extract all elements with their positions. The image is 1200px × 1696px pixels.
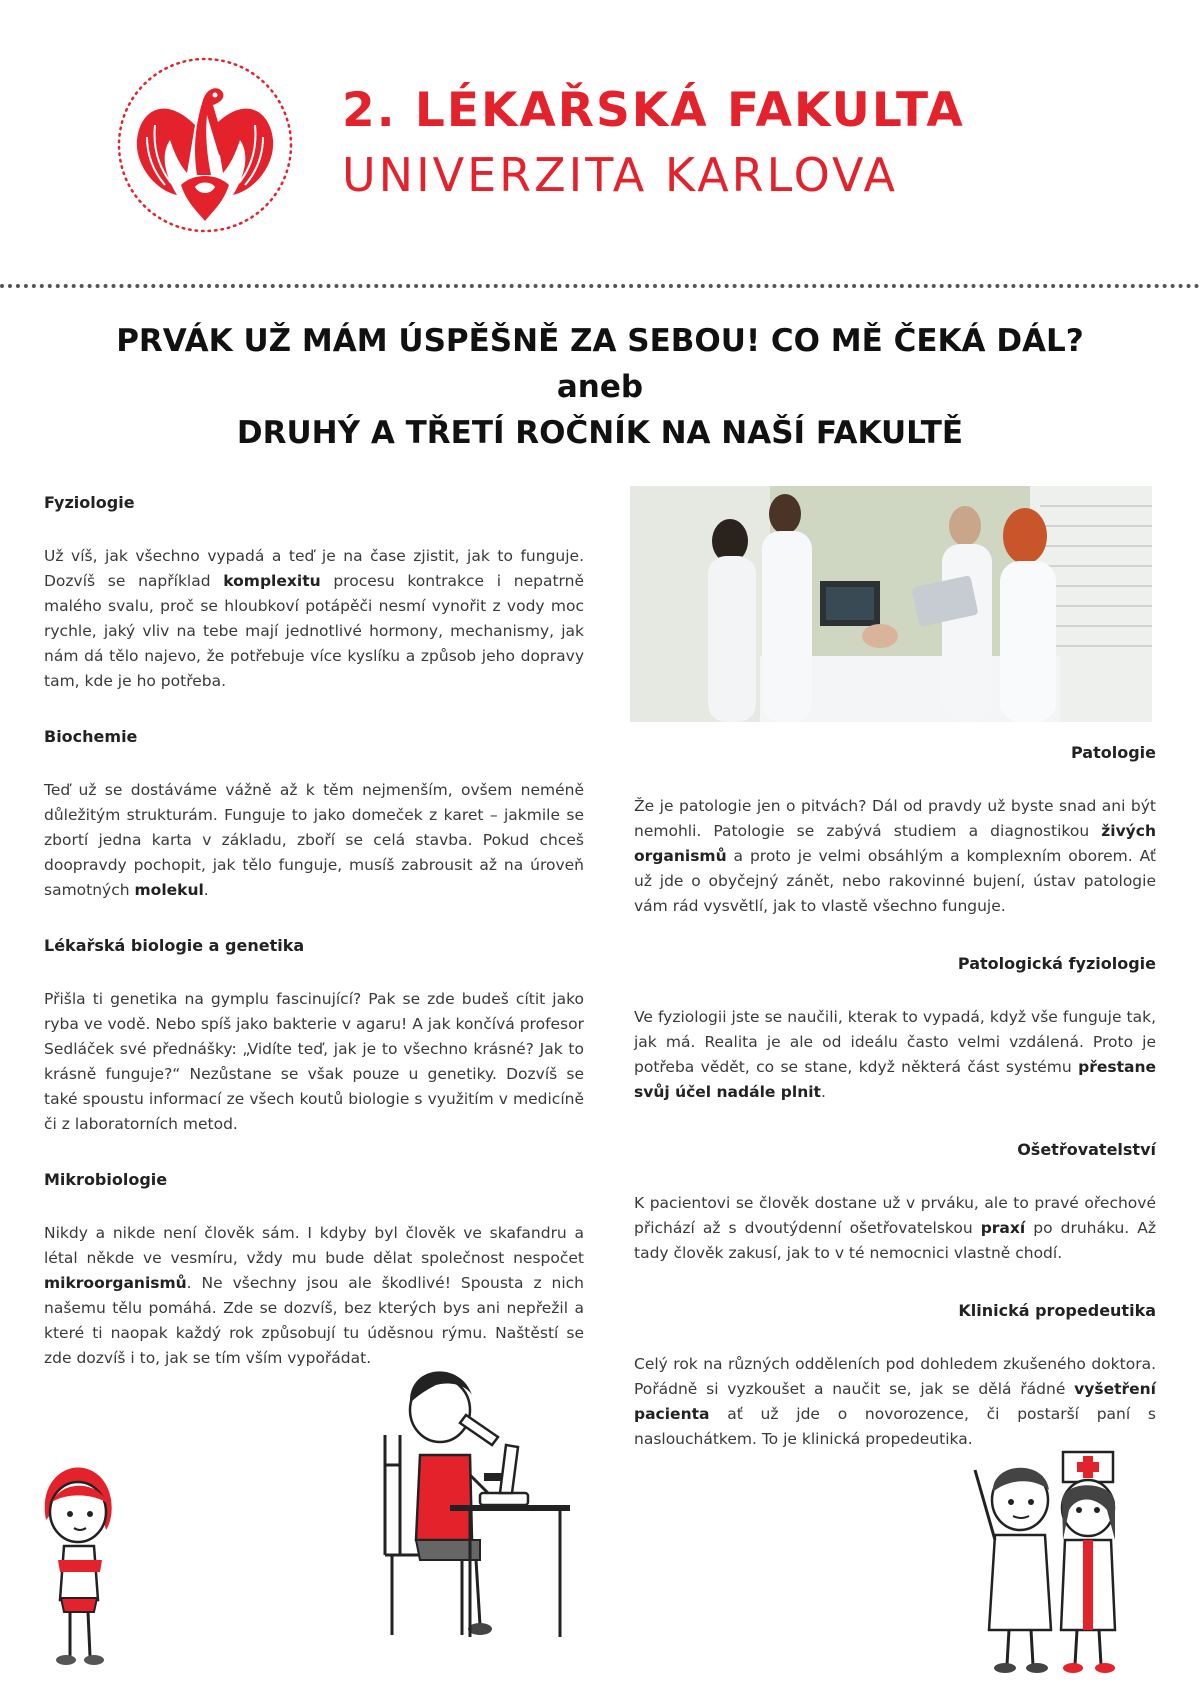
logo-line-university: UNIVERZITA KARLOVA <box>342 148 899 202</box>
pelican-seal-icon <box>115 55 295 235</box>
body-text: Nikdy a nikde není člověk sám. I kdyby byl člověk ve skafandru a létal někde ve vesmíru, vždy mu bude dělat společnost nespočet <box>44 1224 584 1267</box>
cartoon-girl-icon <box>28 1460 128 1670</box>
headline-line2: aneb <box>556 369 644 405</box>
section-title: Mikrobiologie <box>44 1170 168 1189</box>
body-bold: vyšetření pacienta <box>634 1380 1156 1423</box>
body-text: . Ne všechny jsou ale škodlivé! Spousta z nich našemu tělu pomáhá. Zde se dozvíš, bez kterých bys ani nepřežil a které ti naopak každý rok způsobují tu úděsnou rýmu. Naštěstí se zde dozvíš i to, jak se tím vším vypořádat. <box>44 1274 584 1367</box>
left-column <box>44 490 584 1401</box>
section-patologie <box>634 740 1156 919</box>
section-body <box>634 794 1156 919</box>
body-text: ať už jde o novorozence, či postarší paní s naslouchátkem. To je klinická propedeutika. <box>634 1405 1156 1448</box>
section-body: Přišla ti genetika na gymplu fascinující? Pak se zde budeš cítit jako ryba ve vodě. Nebo spíš jako bakterie v agaru! A jak končívá profesor Sedláček své přednášky: „Vidíte teď, jak je to všechno krásné? Jak to krásně funguje?“ Nezůstane se však pouze u genetiky. Dozvíš se také spoustu informací ze všech koutů biologie s využitím v medicíně či z laboratorních metod. <box>44 990 584 1133</box>
section-body <box>634 1352 1156 1452</box>
section-title: Patologie <box>1071 743 1156 762</box>
body-text: . <box>203 881 209 899</box>
section-fyziologie <box>44 490 584 694</box>
body-text: po druháku. Až tady člověk zakusí, jak to v té nemocnici vlastně chodí. <box>634 1219 1156 1262</box>
dotted-divider <box>0 284 1200 288</box>
body-bold: komplexitu <box>223 572 321 590</box>
section-body <box>634 1005 1156 1105</box>
body-text: Že je patologie jen o pitvách? Dál od pravdy už byste snad ani být nemohli. Patologie se zabývá studiem a diagnostikou <box>634 797 1156 840</box>
body-bold: přestane svůj účel nadále plnit <box>634 1058 1156 1101</box>
section-biochemie <box>44 724 584 903</box>
hospital-ward-photo <box>630 486 1152 722</box>
section-osetrovatelstvi <box>634 1137 1156 1266</box>
body-text: Ve fyziologii jste se naučili, kterak to vypadá, když vše funguje tak, jak má. Realita je ale od ideálu často velmi vzdálená. Proto je potřeba vědět, co se stane, když některá část systému <box>634 1008 1156 1076</box>
body-bold: živých organismů <box>634 822 1156 865</box>
body-bold: molekul <box>134 881 204 899</box>
faculty-logo-text <box>342 82 965 204</box>
section-patologicka-fyziologie <box>634 951 1156 1105</box>
headline-line3: DRUHÝ A TŘETÍ ROČNÍK NA NAŠÍ FAKULTĚ <box>236 415 964 451</box>
section-title: Lékařská biologie a genetika <box>44 936 305 955</box>
section-body <box>44 778 584 903</box>
section-title: Biochemie <box>44 727 138 746</box>
body-text: procesu kontrakce i nepatrně malého svalu, proč se hloubkoví potápěči nesmí vynořit z vody moc rychle, jaký vliv na tebe mají jednotlivé hormony, mechanismy, jak nám dá tělo najevo, že potřebuje více kyslíku a způsob jeho dopravy tam, kde je ho potřeba. <box>44 572 584 690</box>
section-title: Patologická fyziologie <box>957 954 1156 973</box>
section-body <box>44 1221 584 1371</box>
section-klinicka-propedeutika <box>634 1298 1156 1452</box>
right-column <box>634 740 1156 1484</box>
body-text: . <box>820 1083 826 1101</box>
cartoon-student-microscope-icon <box>380 1355 580 1640</box>
cartoon-doctor-nurse-icon <box>965 1440 1135 1675</box>
body-text: Celý rok na různých odděleních pod dohledem zkušeného doktora. Pořádně si vyzkoušet a naučit se, jak se dělá řádné <box>634 1355 1156 1398</box>
body-text: a proto je velmi obsáhlým a komplexním oborem. Ať už jde o obyčejný zánět, nebo rakovinné bujení, ústav patologie vám rád vysvětlí, jak to vlastě všechno funguje. <box>634 847 1156 915</box>
body-text: Už víš, jak všechno vypadá a teď je na čase zjistit, jak to funguje. Dozvíš se například <box>44 547 584 590</box>
section-mikrobiologie <box>44 1167 584 1371</box>
section-title: Fyziologie <box>44 493 135 512</box>
body-bold: praxí <box>980 1219 1026 1237</box>
body-text: Teď už se dostáváme vážně až k těm nejmenším, ovšem neméně důležitým strukturám. Funguje to jako domeček z karet – jakmile se zbortí jedna karta v základu, zboří se celá stavba. Pokud chceš doopravdy pochopit, jak tělo funguje, musíš zabrousit až na úroveň samotných <box>44 781 584 899</box>
body-bold: mikroorganismů <box>44 1274 187 1292</box>
body-text: K pacientovi se člověk dostane už v prváku, ale to pravé ořechové přichází až s dvoutýdenní ošetřovatelskou <box>634 1194 1156 1237</box>
section-title: Klinická propedeutika <box>958 1301 1156 1320</box>
section-body <box>44 544 584 694</box>
headline-line1: PRVÁK UŽ MÁM ÚSPĚŠNĚ ZA SEBOU! CO MĚ ČEKÁ DÁL? <box>116 323 1084 359</box>
section-body <box>634 1191 1156 1266</box>
section-title: Ošetřovatelství <box>1017 1140 1156 1159</box>
logo-line-faculty: 2. LÉKAŘSKÁ FAKULTA <box>342 83 965 138</box>
section-biologie <box>44 933 584 1137</box>
page-headline <box>0 318 1200 456</box>
